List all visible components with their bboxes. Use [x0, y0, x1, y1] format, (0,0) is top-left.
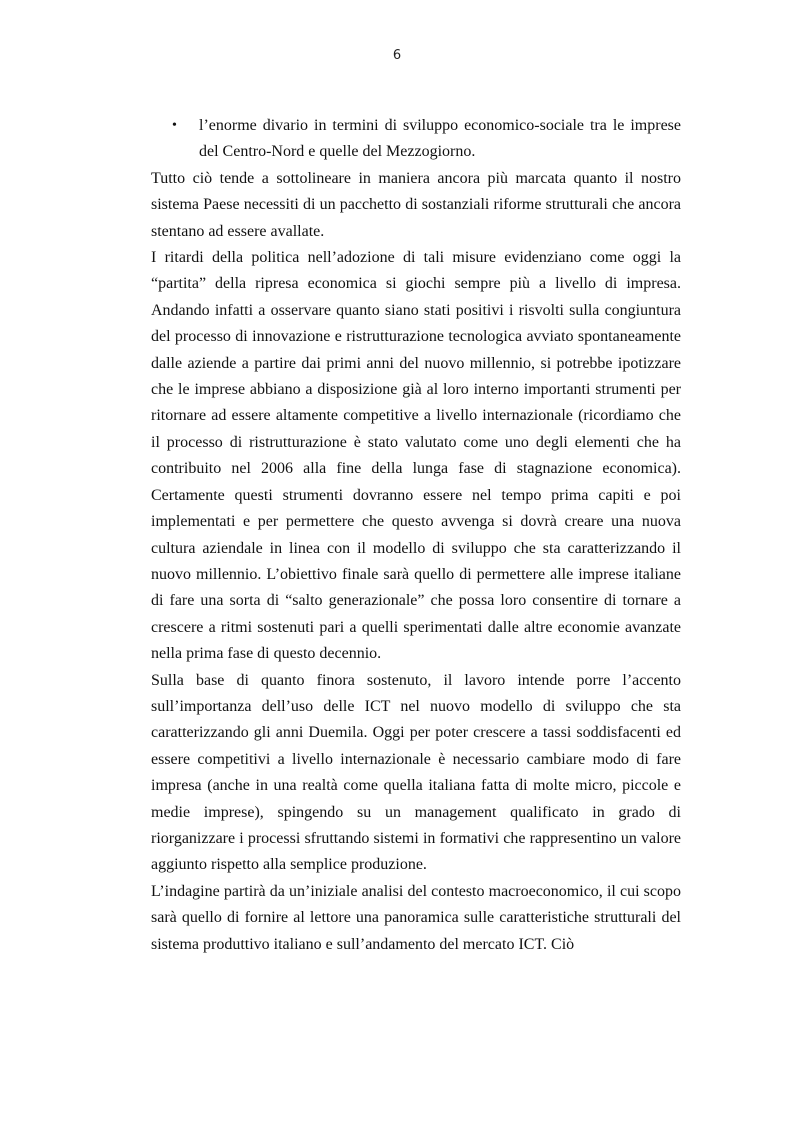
- paragraph-2: I ritardi della politica nell’adozione di tali misure evidenziano come oggi la “partita” della ripresa economica si giochi sempre più a livello di impresa. Andando infatti a osservare quanto siano stati positivi i risvolti sulla congiuntura del processo di innovazione e ristrutturazione tecnologica avviato spontaneamente dalle aziende a partire dai primi anni del nuovo millennio, si potrebbe ipotizzare che le imprese abbiano a disposizione già al loro interno importanti strumenti per ritornare ad essere altamente competitive a livello internazionale (ricordiamo che il processo di ristrutturazione è stato valutato come uno degli elementi che ha contribuito nel 2006 alla fine della lunga fase di stagnazione economica). Certamente questi strumenti dovranno essere nel tempo prima capiti e poi implementati e per permettere che questo avvenga si dovrà creare una nuova cultura aziendale in linea con il modello di sviluppo che sta caratterizzando il nuovo millennio. L’obiettivo finale sarà quello di permettere alle imprese italiane di fare una sorta di “salto generazionale” che possa loro consentire di tornare a crescere a ritmi sostenuti pari a quelli sperimentati dalle altre economie avanzate nella prima fase di questo decennio.: [151, 249, 681, 663]
- bullet-icon: •: [172, 118, 177, 133]
- document-body: [151, 113, 681, 958]
- page-number: 6: [392, 48, 402, 63]
- bullet-text: l’enorme divario in termini di sviluppo economico-sociale tra le imprese del Centro-Nord e quelle del Mezzogiorno.: [199, 117, 681, 161]
- bullet-list-item: [172, 113, 681, 166]
- paragraph-4: L’indagine partirà da un’iniziale analisi del contesto macroeconomico, il cui scopo sarà quello di fornire al lettore una panoramica sulle caratteristiche strutturali del sistema produttivo italiano e sull’andamento del mercato ICT. Ciò: [151, 882, 681, 953]
- paragraph-3: Sulla base di quanto finora sostenuto, il lavoro intende porre l’accento sull’importanza dell’uso delle ICT nel nuovo modello di sviluppo che sta caratterizzando gli anni Duemila. Oggi per poter crescere a tassi soddisfacenti ed essere competitivi a livello internazionale è necessario cambiare modo di fare impresa (anche in una realtà come quella italiana fatta di molte micro, piccole e medie imprese), spingendo su un management qualificato in grado di riorganizzare i processi sfruttando sistemi in formativi che rappresentino un valore aggiunto rispetto alla semplice produzione.: [151, 671, 681, 874]
- paragraph-1: Tutto ciò tende a sottolineare in maniera ancora più marcata quanto il nostro sistema Paese necessiti di un pacchetto di sostanziali riforme strutturali che ancora stentano ad essere avallate.: [151, 169, 681, 240]
